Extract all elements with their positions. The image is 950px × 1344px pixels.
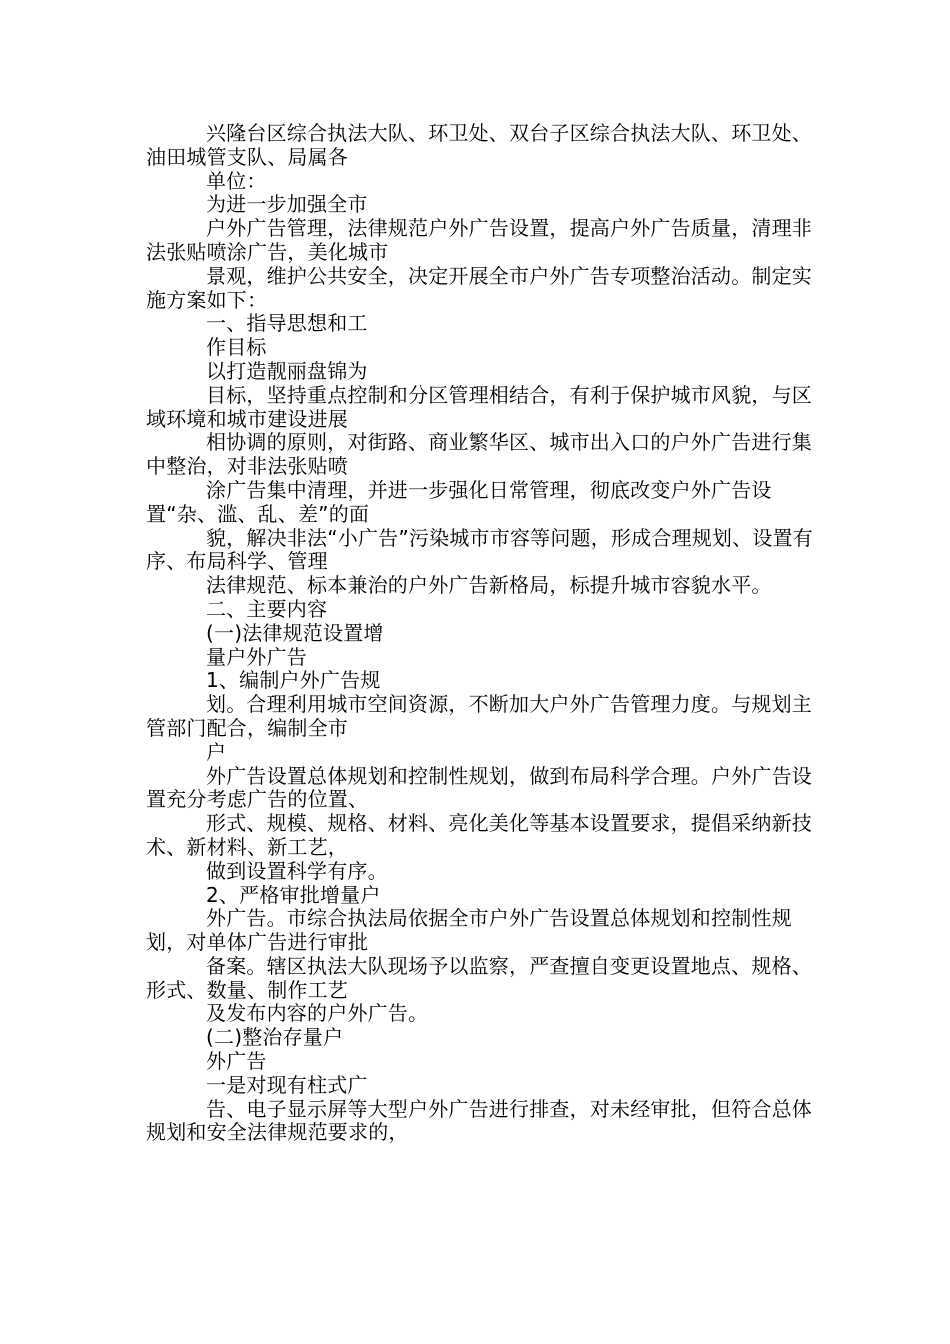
paragraph: 单位： bbox=[206, 168, 267, 193]
paragraph: 景观，维护公共安全，决定开展全市户外广告专项整治活动。制定实施方案如下： bbox=[146, 263, 812, 312]
paragraph: 一是对现有柱式广 bbox=[206, 1072, 368, 1097]
subsection-heading: 量户外广告 bbox=[206, 644, 307, 669]
paragraph: 外广告设置总体规划和控制性规划，做到布局科学合理。户外广告设置充分考虑广告的位置、 bbox=[146, 763, 812, 812]
subsection-heading: 外广告 bbox=[206, 1049, 267, 1074]
paragraph: 划。合理利用城市空间资源，不断加大户外广告管理力度。与规划主管部门配合，编制全市 bbox=[146, 692, 812, 740]
paragraph: 户 bbox=[206, 739, 227, 764]
paragraph: 相协调的原则，对街路、商业繁华区、城市出入口的户外广告进行集中整治，对非法张贴喷 bbox=[146, 430, 812, 479]
paragraph: 备案。辖区执法大队现场予以监察，严查擅自变更设置地点、规格、形式、数量、制作工艺 bbox=[146, 953, 812, 1002]
paragraph: 目标，坚持重点控制和分区管理相结合，有利于保护城市风貌，与区域环境和城市建设进展 bbox=[146, 382, 812, 431]
paragraph: 1、编制户外广告规 bbox=[206, 668, 381, 693]
paragraph: 户外广告管理，法律规范户外广告设置，提高户外广告质量，清理非法张贴喷涂广告，美化城市 bbox=[146, 216, 812, 264]
paragraph: 为进一步加强全市 bbox=[206, 192, 368, 217]
subsection-heading: (一)法律规范设置增 bbox=[206, 620, 384, 645]
section-heading: 二、主要内容 bbox=[206, 596, 328, 621]
paragraph: 法律规范、标本兼治的户外广告新格局，标提升城市容貌水平。 bbox=[206, 573, 772, 598]
section-heading: 一、指导思想和工 bbox=[206, 311, 368, 336]
paragraph: 涂广告集中清理，并进一步强化日常管理，彻底改变户外广告设置“杂、滥、乱、差”的面 bbox=[146, 477, 772, 526]
paragraph: 兴隆台区综合执法大队、环卫处、双台子区综合执法大队、环卫处、油田城管支队、局属各 bbox=[146, 121, 812, 169]
paragraph: 形式、规模、规格、材料、亮化美化等基本设置要求，提倡采纳新技术、新材料、新工艺， bbox=[146, 811, 812, 859]
paragraph: 告、电子显示屏等大型户外广告进行排查，对未经审批，但符合总体规划和安全法律规范要求的， bbox=[146, 1096, 812, 1145]
paragraph: 以打造靓丽盘锦为 bbox=[206, 358, 368, 383]
section-heading: 作目标 bbox=[206, 335, 267, 360]
paragraph: 2、严格审批增量户 bbox=[206, 882, 381, 907]
document-body bbox=[146, 122, 828, 1145]
paragraph: 及发布内容的户外广告。 bbox=[206, 1001, 429, 1026]
paragraph: 做到设置科学有序。 bbox=[206, 858, 388, 883]
subsection-heading: (二)整治存量户 bbox=[206, 1025, 344, 1050]
paragraph: 貌，解决非法“小广告”污染城市市容等问题，形成合理规划、设置有序、布局科学、管理 bbox=[146, 525, 813, 574]
paragraph: 外广告。市综合执法局依据全市户外广告设置总体规划和控制性规划，对单体广告进行审批 bbox=[146, 906, 792, 955]
